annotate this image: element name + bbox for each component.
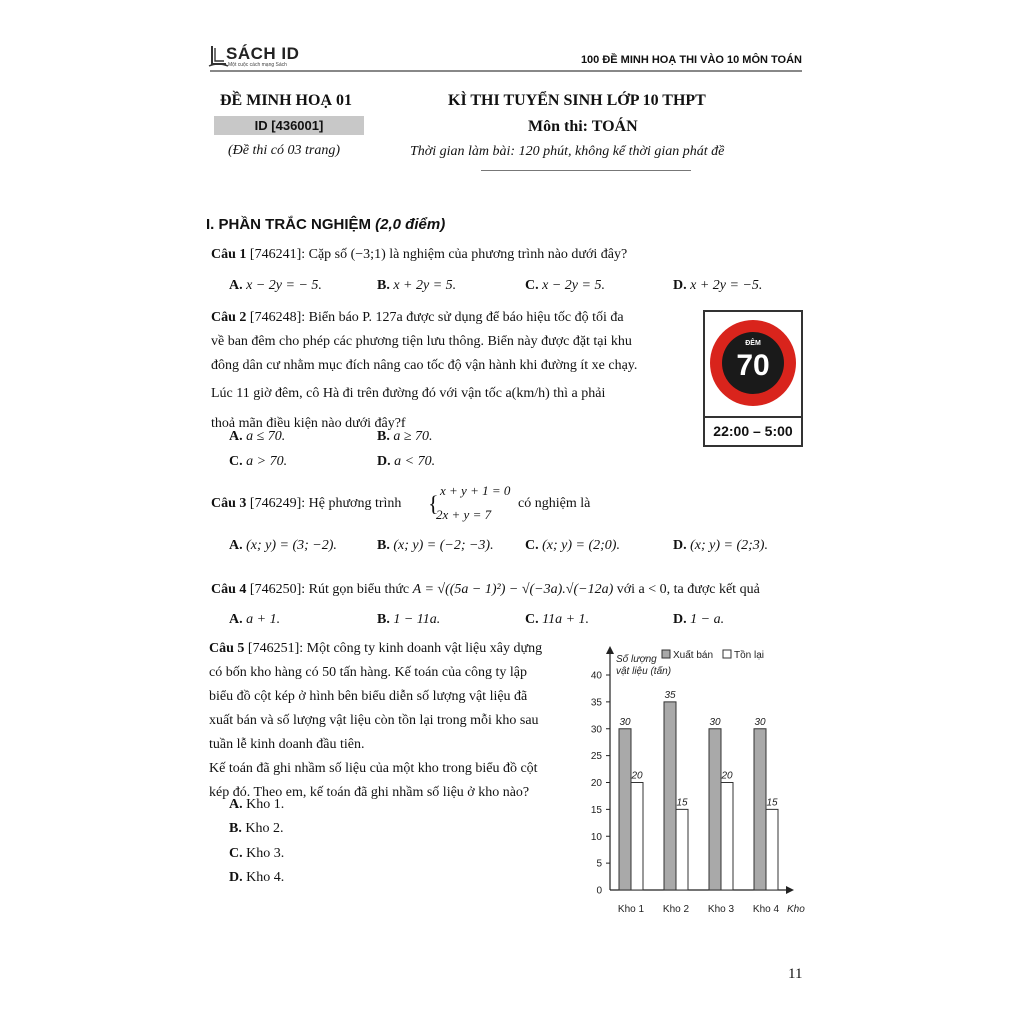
q2-option-b[interactable]: B. a ≥ 70. [377,429,433,444]
legend-swatch-xuat-ban [662,650,670,658]
bar-value-label: 20 [721,770,733,782]
q1-option-d[interactable]: D. x + 2y = −5. [673,278,763,293]
bar-value-label: 15 [766,797,778,809]
logo-tagline: Một cuộc cách mạng Sách [228,62,287,68]
page-number: 11 [788,966,803,982]
y-axis-label-line2: vật liệu (tấn) [616,666,672,677]
question-4: Câu 4 [746250]: Rút gọn biểu thức A = √((5a − 1)²) − √(−3a).√(−12a) với a < 0, ta được kết quả [211,582,760,597]
bar-xuat-ban [709,729,721,890]
q1-option-c[interactable]: C. x − 2y = 5. [525,278,605,293]
q1-option-a[interactable]: A. x − 2y = − 5. [229,278,322,293]
q5-option-a[interactable]: A. Kho 1. [229,797,285,812]
title-underline [481,170,691,171]
y-tick-label: 30 [590,724,602,736]
q2-option-c[interactable]: C. a > 70. [229,454,288,469]
bar-xuat-ban [619,729,631,890]
x-tick-label: Kho 2 [662,904,690,915]
header-rule [210,70,802,72]
sign-divider [705,416,801,418]
x-tick-label: Kho 4 [752,904,780,915]
q3-option-d[interactable]: D. (x; y) = (2;3). [673,538,768,553]
x-tick-label: Kho 1 [617,904,645,915]
y-tick-label: 0 [596,885,602,897]
legend-swatch-ton-lai [723,650,731,658]
y-tick-label: 10 [590,831,602,843]
q1-option-b[interactable]: B. x + 2y = 5. [377,278,457,293]
exam-main-title: KÌ THI TUYỂN SINH LỚP 10 THPT [448,92,706,109]
question-5: Câu 5 [746251]: Một công ty kinh doanh vật liệu xây dựng có bốn kho hàng có 50 tấn hàng. Kế toán của công ty lập biểu đồ cột kép ở hình bên biểu diễn số lượng vật liệu đã xuất bán và số lượng vật liệu còn tồn lại trong mỗi kho sau tuần lễ kinh doanh đầu tiên. Kế toán đã ghi nhầm số liệu của một kho trong biểu đồ cột kép đó. Theo em, kế toán đã ghi nhầm số liệu ở kho nào? [209,641,543,800]
legend-label-ton-lai: Tồn lại [734,650,765,661]
bar-value-label: 30 [619,716,631,728]
bar-ton-lai [631,783,643,891]
q5-option-c[interactable]: C. Kho 3. [229,846,285,861]
q3-option-c[interactable]: C. (x; y) = (2;0). [525,538,620,553]
x-tick-label: Kho 3 [707,904,735,915]
y-axis-label-line1: Số lượng [616,654,657,665]
bar-value-label: 30 [709,716,721,728]
exam-subject: Môn thi: TOÁN [528,118,638,135]
q5-option-d[interactable]: D. Kho 4. [229,870,285,885]
exam-pages-note: (Đề thi có 03 trang) [228,143,340,158]
exam-id-badge: ID [436001] [214,116,364,135]
bar-xuat-ban [664,702,676,890]
logo-text: SÁCH ID [226,44,300,63]
y-tick-label: 5 [596,858,602,870]
q3-option-a[interactable]: A. (x; y) = (3; −2). [229,538,337,553]
system-eq-1: x + y + 1 = 0 [440,483,511,498]
y-tick-label: 15 [590,804,602,816]
question-1: Câu 1 [746241]: Cặp số (−3;1) là nghiệm của phương trình nào dưới đây? [211,247,628,262]
section-heading: I. PHẦN TRẮC NGHIỆM (2,0 điểm) [206,216,446,233]
bar-ton-lai [676,809,688,890]
q2-option-d[interactable]: D. a < 70. [377,454,436,469]
q4-option-c[interactable]: C. 11a + 1. [525,612,590,627]
y-tick-label: 25 [590,751,602,763]
q3-option-b[interactable]: B. (x; y) = (−2; −3). [377,538,494,553]
bar-value-label: 30 [754,716,766,728]
question-3: Câu 3 [746249]: Hệ phương trình [211,496,402,511]
question-3-tail: có nghiệm là [518,496,591,511]
system-brace: { [428,491,439,516]
q2-option-a[interactable]: A. a ≤ 70. [229,429,286,444]
bar-value-label: 15 [676,797,688,809]
q4-option-b[interactable]: B. 1 − 11a. [377,612,441,627]
question-2: Câu 2 [746248]: Biển báo P. 127a được sử dụng để báo hiệu tốc độ tối đa về ban đêm cho phép các phương tiện lưu thông. Biển này được đặt tại khu đông dân cư nhằm mục đích nâng cao tốc độ vận hành khi đường ít xe chạy. Lúc 11 giờ đêm, cô Hà đi trên đường đó với vận tốc a(km/h) thì a phải thoả mãn điều kiện nào dưới đây?f [211,310,638,431]
x-axis-label: Kho [787,904,805,915]
y-tick-label: 35 [590,697,602,709]
bar-ton-lai [766,809,778,890]
y-axis-arrow [606,646,614,654]
speed-limit-sign [703,310,803,447]
double-bar-chart [580,640,810,920]
q5-option-b[interactable]: B. Kho 2. [229,821,284,836]
bar-ton-lai [721,783,733,891]
y-tick-label: 40 [590,670,602,682]
exam-time-note: Thời gian làm bài: 120 phút, không kể thời gian phát đề [410,144,725,159]
book-title: 100 ĐỀ MINH HOẠ THI VÀO 10 MÔN TOÁN [580,54,802,66]
exam-left-title: ĐỀ MINH HOẠ 01 [220,92,352,109]
bar-xuat-ban [754,729,766,890]
q4-option-a[interactable]: A. a + 1. [229,612,281,627]
bar-value-label: 20 [631,770,643,782]
q4-option-d[interactable]: D. 1 − a. [673,612,725,627]
sign-speed-value: 70 [736,349,770,382]
y-tick-label: 20 [590,778,602,789]
legend-label-xuat-ban: Xuất bán [673,650,714,661]
system-eq-2: 2x + y = 7 [436,507,492,522]
x-axis-arrow [786,886,794,894]
sign-time-range: 22:00 – 5:00 [713,423,793,439]
sign-night-label: ĐÊM [745,340,761,347]
bar-value-label: 35 [664,689,676,701]
